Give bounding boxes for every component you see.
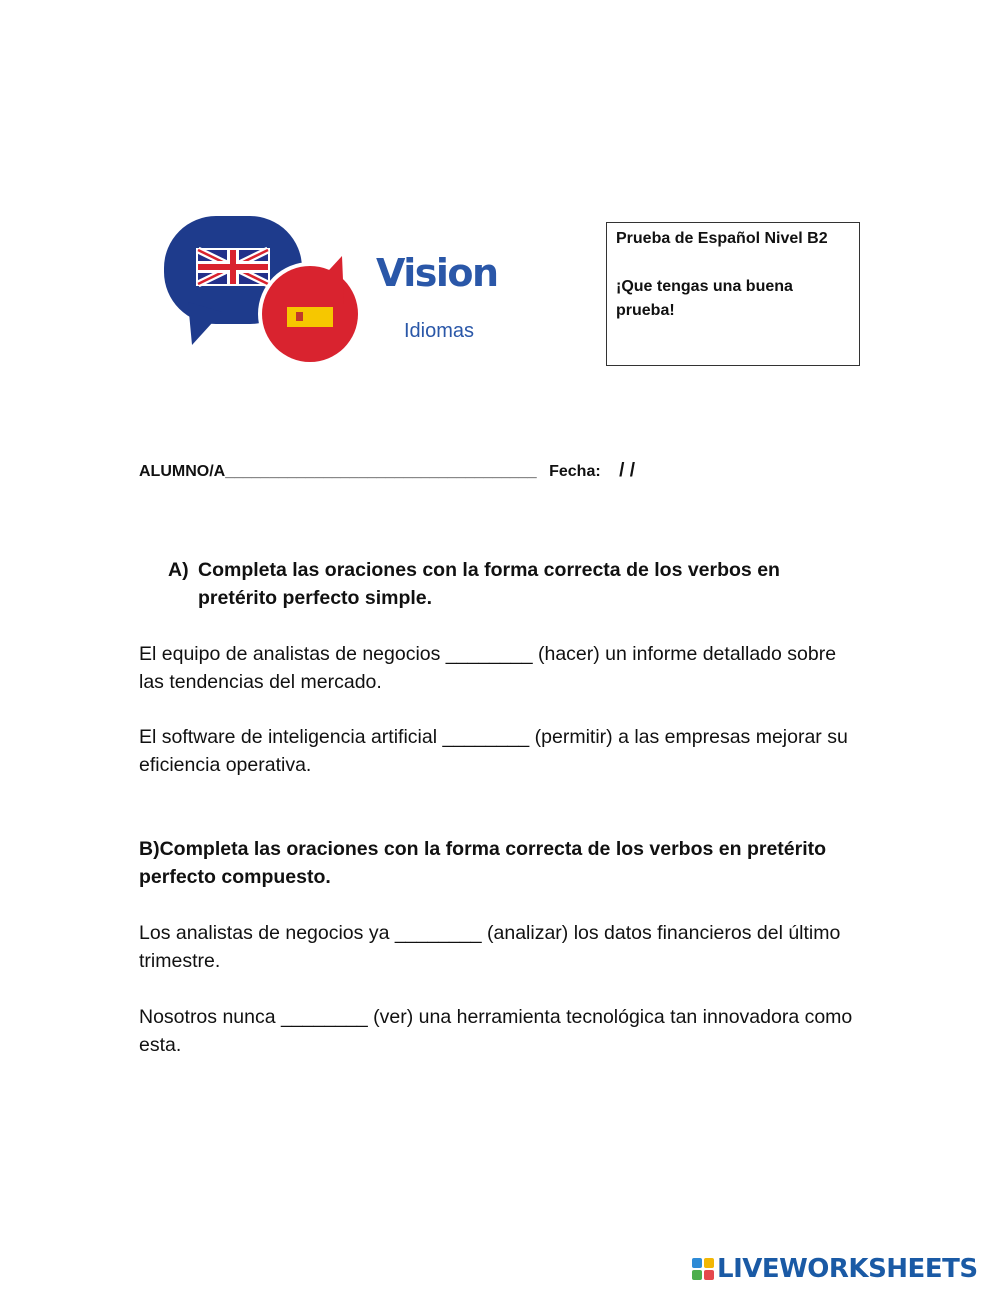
test-info-box	[606, 222, 860, 366]
liveworksheets-brand	[692, 1252, 978, 1286]
section-b-instruction: B)Completa las oraciones con la forma correcta de los verbos en pretérito perfecto compuesto.	[139, 838, 827, 888]
exercise-sentence-a2[interactable]: El software de inteligencia artificial ________ (permitir) a las empresas mejorar su eficiencia operativa.	[139, 726, 848, 776]
exercise-sentence-b2[interactable]: Nosotros nunca ________ (ver) una herramienta tecnológica tan innovadora como esta.	[139, 1006, 853, 1056]
exercise-sentence-a1[interactable]: El equipo de analistas de negocios ________ (hacer) un informe detallado sobre las tendencias del mercado.	[139, 643, 837, 693]
uk-flag-icon	[196, 248, 270, 286]
vision-idiomas-logo	[160, 212, 520, 362]
student-name-field[interactable]: ALUMNO/A___________________________________	[139, 463, 537, 480]
spain-flag-icon	[287, 303, 333, 331]
brand-subtitle: Idiomas	[404, 320, 475, 342]
exercise-sentence-b1[interactable]: Los analistas de negocios ya ________ (analizar) los datos financieros del último trimestre.	[139, 922, 841, 972]
section-a-marker: A)	[168, 559, 189, 581]
liveworksheets-logo-icon	[692, 1258, 714, 1280]
liveworksheets-text: LIVEWORKSHEETS	[717, 1254, 978, 1284]
student-info-row	[139, 460, 635, 482]
section-a-heading	[168, 556, 828, 612]
date-field[interactable]: / /	[619, 460, 635, 481]
test-title: Prueba de Español Nivel B2	[616, 230, 828, 247]
date-label: Fecha:	[549, 463, 601, 480]
test-message: ¡Que tengas una buena prueba!	[616, 278, 793, 319]
section-a-instruction: Completa las oraciones con la forma correcta de los verbos en pretérito perfecto simple.	[198, 559, 780, 609]
brand-name: Vision	[376, 251, 498, 295]
